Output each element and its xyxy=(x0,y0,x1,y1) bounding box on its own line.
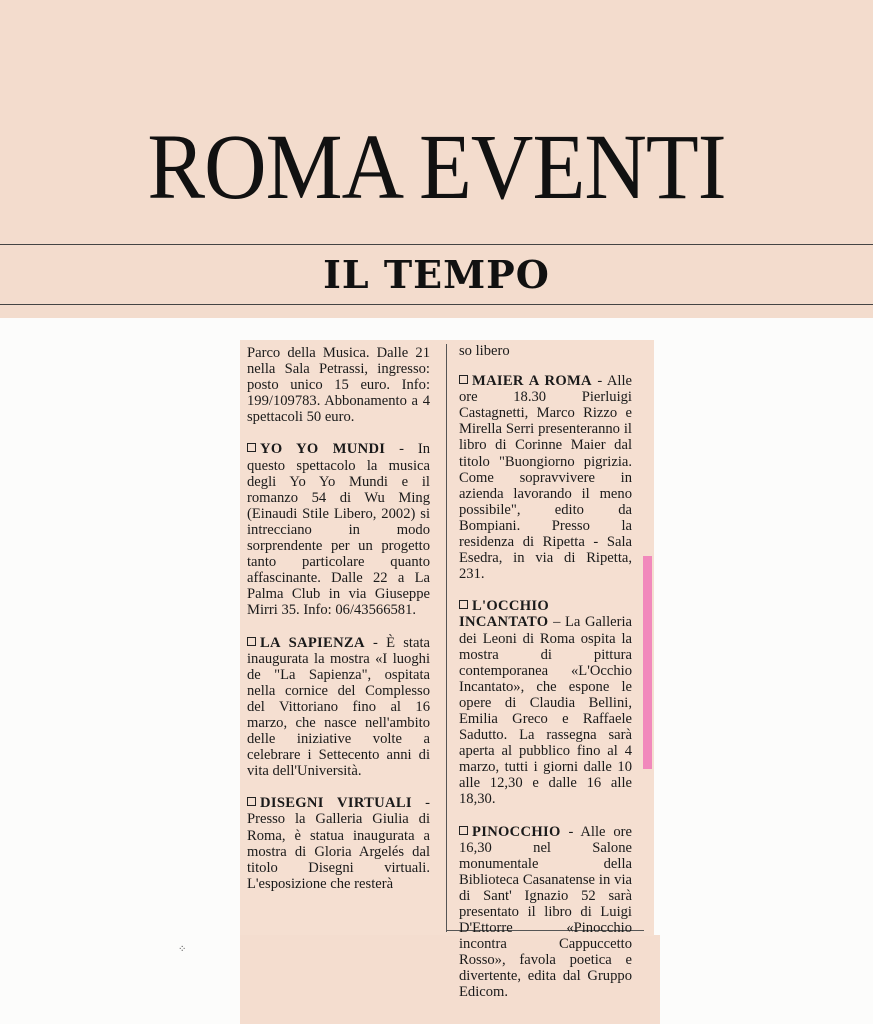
listing-body: - In questo spettacolo la musica degli Yo Yo Mundi e il romanzo 54 di Wu Ming (Einaudi Stile Libero, 2002) si intrecciano in modo sorprendente per un progetto tanto particolare quanto affascinante. Dalle 22 a La Palma Club in via Giuseppe Mirri 35. Info: 06/43566581. xyxy=(247,441,430,619)
listing-body: - Alle ore 18.30 Pierluigi Castagnetti, Marco Rizzo e Mirella Serri presenteranno il libro di Corinne Maier dal titolo "Buongiorno pigrizia. Come sopravvivere in azienda lavorando il meno possibile", edito da Bompiani. Presso la residenza di Ripetta - Sala Esedra, in via di Ripetta, 231. xyxy=(459,373,632,583)
page-title: ROMA EVENTI xyxy=(147,116,726,219)
checkbox-bullet-icon xyxy=(247,443,256,452)
dust-speck: ⁘ xyxy=(178,944,187,955)
listing-item xyxy=(247,441,430,618)
listing-item xyxy=(459,373,632,582)
listing-body: - È stata inaugurata la mostra «I luoghi de "La Sapienza", ospitata nella cornice del Complesso del Vittoriano fino al 16 marzo, che nasce nell'ambito delle iniziative volte a celebrare i Settecento anni di vita dell'Università. xyxy=(247,634,430,780)
listing-item xyxy=(247,635,430,780)
column-intro: so libero xyxy=(459,343,510,359)
listing-heading: L'OCCHIO INCANTATO xyxy=(459,598,550,631)
listing-heading: PINOCCHIO xyxy=(472,823,561,840)
listing-body: - Alle ore 16,30 nel Salone monumentale della Biblioteca Casanatense in via di Sant' Ignazio 52 sarà presentato il libro di Luigi D'Ettorre «Pinocchio incontra Cappuccetto Rosso», favola poetica e divertente, edita dal Gruppo Edicom. xyxy=(459,823,632,1001)
listing-heading: MAIER A ROMA xyxy=(472,373,592,390)
masthead-rule-top xyxy=(0,244,873,245)
column-intro: Parco della Musica. Dalle 21 nella Sala Petrassi, ingresso: posto unico 15 euro. Info: 199/109783. Abbonamento a 4 spettacoli 50 euro. xyxy=(247,345,430,426)
listing-heading: YO YO MUNDI xyxy=(260,441,386,458)
listing-body: – La Galleria dei Leoni di Roma ospita la mostra di pittura contemporanea «L'Occhio Incantato», che espone le opere di Claudia Bellini, Emilia Greco e Raffaele Sadutto. La rassegna sarà aperta al pubblico fino al 4 marzo, tutti i giorni dalle 10 alle 12,30 e dalle 16 alle 18,30. xyxy=(459,614,633,808)
column-divider xyxy=(446,344,447,932)
checkbox-bullet-icon xyxy=(247,797,256,806)
checkbox-bullet-icon xyxy=(459,375,468,384)
listing-heading: DISEGNI VIRTUALI xyxy=(260,795,412,812)
checkbox-bullet-icon xyxy=(459,826,468,835)
newspaper-name: IL TEMPO xyxy=(323,252,550,297)
listing-body: - Presso la Galleria Giulia di Roma, è statua inaugurata a mostra di Gloria Argelés dal titolo Disegni virtuali. L'esposizione che resterà xyxy=(247,795,430,892)
highlighter-mark xyxy=(643,556,652,769)
masthead-rule-bottom xyxy=(0,304,873,305)
checkbox-bullet-icon xyxy=(247,637,256,646)
masthead-strip xyxy=(0,0,873,318)
article-column-right xyxy=(459,343,632,1017)
article-column-left xyxy=(247,345,430,908)
listing-item xyxy=(459,824,632,1001)
listing-item xyxy=(247,795,430,892)
listing-item xyxy=(459,598,632,807)
checkbox-bullet-icon xyxy=(459,600,468,609)
listing-heading: LA SAPIENZA xyxy=(260,634,365,651)
